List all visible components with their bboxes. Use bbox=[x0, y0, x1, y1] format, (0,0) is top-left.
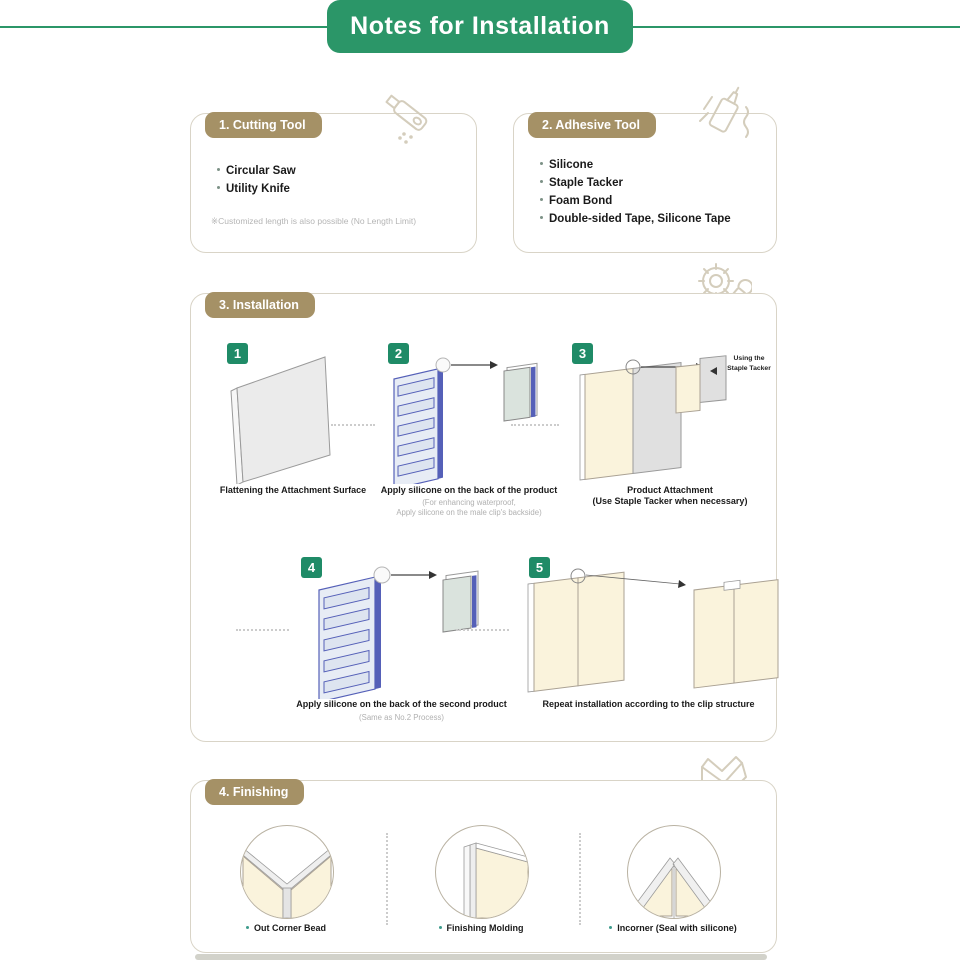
list-item-label: Circular Saw bbox=[226, 165, 296, 177]
step-subcaption: (Same as No.2 Process) bbox=[359, 713, 444, 722]
list-item-label: Utility Knife bbox=[226, 183, 290, 195]
label-text: Out Corner Bead bbox=[253, 923, 326, 933]
step-caption: (Use Staple Tacker when necessary) bbox=[592, 496, 748, 506]
bottom-crop-bar bbox=[195, 954, 767, 960]
step-caption: Apply silicone on the back of the product bbox=[380, 485, 558, 495]
cutting-tool-list bbox=[217, 162, 296, 198]
section-label-finishing: 4. Finishing bbox=[205, 779, 304, 805]
repeat-installation-illustration bbox=[516, 562, 781, 694]
finishing-item-label bbox=[216, 923, 356, 933]
list-item bbox=[217, 180, 296, 198]
section-installation bbox=[190, 293, 777, 742]
step-caption: Product Attachment bbox=[627, 485, 713, 495]
adhesive-tool-list bbox=[540, 156, 731, 228]
bullet-dot bbox=[246, 926, 249, 929]
list-item bbox=[217, 162, 296, 180]
step-number-badge: 4 bbox=[301, 557, 322, 578]
bullet-dot bbox=[217, 168, 220, 171]
label-text: Finishing Molding bbox=[446, 923, 524, 933]
list-item-label: Staple Tacker bbox=[549, 177, 623, 189]
list-item bbox=[540, 156, 731, 174]
install-step-4 bbox=[289, 556, 514, 731]
list-item-label: Foam Bond bbox=[549, 195, 613, 207]
list-item-label: Silicone bbox=[549, 159, 594, 171]
step-number-badge: 3 bbox=[572, 343, 593, 364]
step-subcaption: Apply silicone on the male clip's backside) bbox=[396, 508, 542, 517]
flat-panel-illustration bbox=[213, 349, 373, 484]
silicone-bottle-icon bbox=[696, 83, 758, 152]
utility-knife-icon bbox=[378, 90, 434, 155]
list-item bbox=[540, 192, 731, 210]
step-number-badge: 1 bbox=[227, 343, 248, 364]
label-text: Incorner (Seal with silicone) bbox=[617, 923, 737, 933]
finishing-item-label bbox=[411, 923, 551, 933]
install-step-5 bbox=[516, 556, 781, 731]
step-subcaption: (For enhancing waterproof, bbox=[422, 498, 516, 507]
bullet-dot bbox=[540, 162, 543, 165]
install-step-3 bbox=[564, 341, 776, 531]
annotation-line: Using the bbox=[733, 355, 765, 362]
annotation-line: Staple Tacker bbox=[727, 365, 771, 372]
cutting-note: ※Customized length is also possible (No Length Limit) bbox=[211, 216, 417, 226]
list-item-label: Double-sided Tape, Silicone Tape bbox=[549, 213, 731, 225]
bullet-dot bbox=[439, 926, 442, 929]
finishing-item-label bbox=[581, 923, 765, 933]
section-label-adhesive: 2. Adhesive Tool bbox=[528, 112, 656, 138]
bullet-dot bbox=[609, 926, 612, 929]
dotted-separator bbox=[456, 629, 509, 631]
dotted-separator bbox=[331, 424, 375, 426]
section-finishing bbox=[190, 780, 777, 953]
incorner-illustration bbox=[627, 825, 721, 919]
list-item bbox=[540, 210, 731, 228]
bullet-dot bbox=[540, 216, 543, 219]
step-caption: Apply silicone on the back of the second product bbox=[296, 699, 507, 709]
dotted-separator bbox=[579, 833, 581, 925]
page-title: Notes for Installation bbox=[327, 0, 633, 53]
step-number-badge: 2 bbox=[388, 343, 409, 364]
install-step-1 bbox=[209, 341, 377, 531]
staple-tacker-annotation bbox=[722, 354, 776, 374]
section-label-installation: 3. Installation bbox=[205, 292, 315, 318]
dotted-separator bbox=[236, 629, 289, 631]
list-item bbox=[540, 174, 731, 192]
out-corner-bead-illustration bbox=[240, 825, 334, 919]
dotted-separator bbox=[386, 833, 388, 925]
install-step-2 bbox=[374, 341, 564, 531]
dotted-separator bbox=[511, 424, 559, 426]
step-caption: Flattening the Attachment Surface bbox=[219, 485, 367, 495]
step-caption: Repeat installation according to the clip structure bbox=[542, 699, 755, 709]
bullet-dot bbox=[540, 180, 543, 183]
finishing-molding-illustration bbox=[435, 825, 529, 919]
section-label-cutting: 1. Cutting Tool bbox=[205, 112, 322, 138]
silicone-apply-illustration bbox=[374, 349, 564, 484]
bullet-dot bbox=[540, 198, 543, 201]
step-number-badge: 5 bbox=[529, 557, 550, 578]
bullet-dot bbox=[217, 186, 220, 189]
